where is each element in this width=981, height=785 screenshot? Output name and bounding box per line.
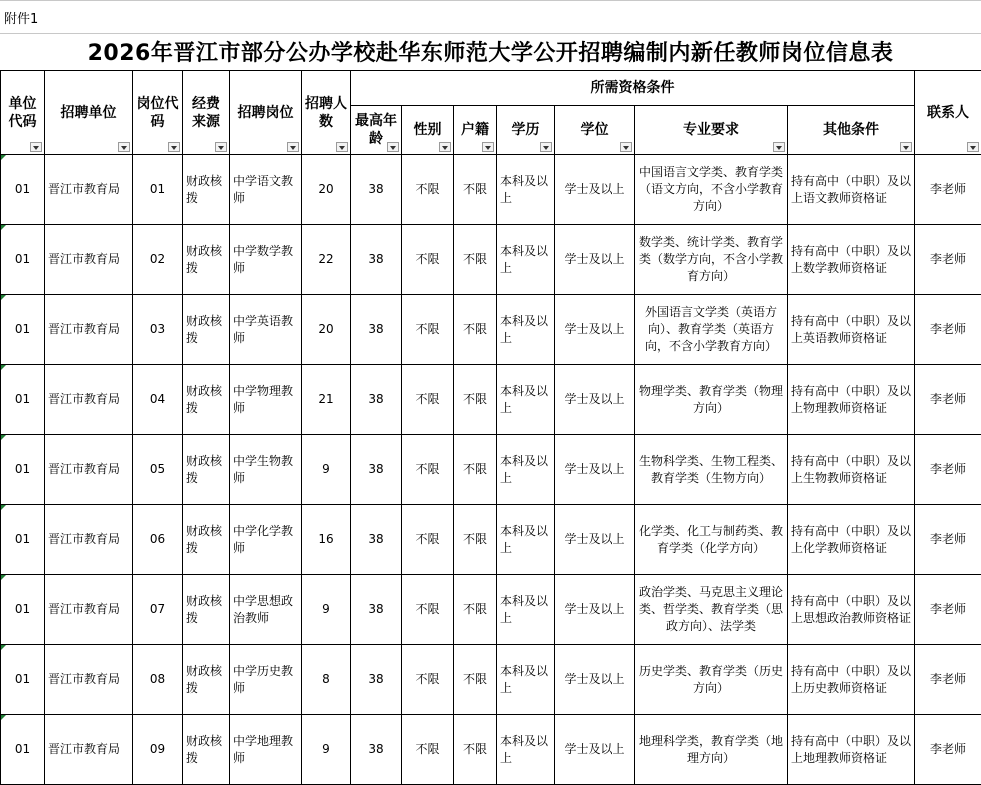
cell-post-code[interactable]: 03 — [133, 295, 183, 365]
cell-max-age[interactable]: 38 — [351, 295, 402, 365]
cell-marker-icon — [1, 295, 6, 300]
cell-count[interactable]: 9 — [302, 435, 351, 505]
cell-gender[interactable]: 不限 — [402, 645, 454, 715]
cell-gender[interactable]: 不限 — [402, 715, 454, 785]
cell-major[interactable]: 物理学类、教育学类（物理方向） — [635, 365, 788, 435]
filter-dropdown-icon[interactable] — [215, 142, 227, 152]
cell-other[interactable]: 持有高中（中职）及以上历史教师资格证 — [788, 645, 915, 715]
table-row — [1, 505, 981, 575]
header-other[interactable]: 其他条件 — [788, 106, 915, 155]
cell-other[interactable]: 持有高中（中职）及以上化学教师资格证 — [788, 505, 915, 575]
cell-degree[interactable]: 学士及以上 — [555, 645, 635, 715]
grid-line — [0, 0, 981, 1]
filter-dropdown-icon[interactable] — [439, 142, 451, 152]
cell-gender[interactable]: 不限 — [402, 225, 454, 295]
cell-major[interactable]: 地理科学类，教育学类（地理方向） — [635, 715, 788, 785]
cell-unit[interactable]: 晋江市教育局 — [45, 645, 133, 715]
cell-max-age[interactable]: 38 — [351, 575, 402, 645]
cell-gender[interactable]: 不限 — [402, 155, 454, 225]
cell-contact[interactable]: 李老师 — [915, 225, 981, 295]
cell-unit-code[interactable]: 01 — [1, 295, 45, 365]
cell-post-code[interactable]: 07 — [133, 575, 183, 645]
cell-gender[interactable]: 不限 — [402, 365, 454, 435]
cell-unit[interactable]: 晋江市教育局 — [45, 575, 133, 645]
cell-unit-code[interactable]: 01 — [1, 155, 45, 225]
cell-degree[interactable]: 学士及以上 — [555, 505, 635, 575]
cell-hukou[interactable]: 不限 — [454, 295, 497, 365]
cell-marker-icon — [1, 435, 6, 440]
cell-post-code[interactable]: 04 — [133, 365, 183, 435]
header-contact[interactable]: 联系人 — [915, 71, 981, 155]
cell-contact[interactable]: 李老师 — [915, 295, 981, 365]
cell-contact[interactable]: 李老师 — [915, 715, 981, 785]
cell-unit[interactable]: 晋江市教育局 — [45, 365, 133, 435]
cell-other[interactable]: 持有高中（中职）及以上地理教师资格证 — [788, 715, 915, 785]
cell-funding[interactable]: 财政核拨 — [183, 505, 230, 575]
filter-dropdown-icon[interactable] — [540, 142, 552, 152]
cell-unit[interactable]: 晋江市教育局 — [45, 155, 133, 225]
cell-marker-icon — [1, 645, 6, 650]
cell-post[interactable]: 中学地理教师 — [230, 715, 302, 785]
cell-degree[interactable]: 学士及以上 — [555, 295, 635, 365]
cell-major[interactable]: 历史学类、教育学类（历史方向） — [635, 645, 788, 715]
cell-post-code[interactable]: 06 — [133, 505, 183, 575]
cell-hukou[interactable]: 不限 — [454, 575, 497, 645]
cell-funding[interactable]: 财政核拨 — [183, 365, 230, 435]
filter-dropdown-icon[interactable] — [773, 142, 785, 152]
filter-dropdown-icon[interactable] — [900, 142, 912, 152]
cell-unit-code[interactable]: 01 — [1, 365, 45, 435]
cell-count[interactable]: 9 — [302, 575, 351, 645]
cell-count[interactable]: 21 — [302, 365, 351, 435]
header-unit[interactable]: 招聘单位 — [45, 71, 133, 155]
cell-post[interactable]: 中学生物教师 — [230, 435, 302, 505]
cell-unit[interactable]: 晋江市教育局 — [45, 225, 133, 295]
header-major[interactable]: 专业要求 — [635, 106, 788, 155]
table-row — [1, 225, 981, 295]
cell-max-age[interactable]: 38 — [351, 435, 402, 505]
cell-hukou[interactable]: 不限 — [454, 365, 497, 435]
header-unit-code[interactable]: 单位代码 — [1, 71, 45, 155]
cell-other[interactable]: 持有高中（中职）及以上英语教师资格证 — [788, 295, 915, 365]
cell-marker-icon — [1, 575, 6, 580]
sheet-title[interactable]: 2026年晋江市部分公办学校赴华东师范大学公开招聘编制内新任教师岗位信息表 — [0, 36, 981, 67]
cell-marker-icon — [1, 155, 6, 160]
cell-education[interactable]: 本科及以上 — [497, 365, 555, 435]
cell-max-age[interactable]: 38 — [351, 225, 402, 295]
cell-education[interactable]: 本科及以上 — [497, 295, 555, 365]
cell-unit-code[interactable]: 01 — [1, 435, 45, 505]
filter-dropdown-icon[interactable] — [336, 142, 348, 152]
cell-post[interactable]: 中学语文教师 — [230, 155, 302, 225]
filter-dropdown-icon[interactable] — [118, 142, 130, 152]
cell-max-age[interactable]: 38 — [351, 715, 402, 785]
cell-contact[interactable]: 李老师 — [915, 505, 981, 575]
header-post-code[interactable]: 岗位代码 — [133, 71, 183, 155]
cell-hukou[interactable]: 不限 — [454, 505, 497, 575]
cell-major[interactable]: 外国语言文学类（英语方向）、教育学类（英语方向，不含小学教育方向） — [635, 295, 788, 365]
cell-funding[interactable]: 财政核拨 — [183, 225, 230, 295]
cell-post[interactable]: 中学英语教师 — [230, 295, 302, 365]
cell-other[interactable]: 持有高中（中职）及以上数学教师资格证 — [788, 225, 915, 295]
cell-count[interactable]: 20 — [302, 295, 351, 365]
filter-dropdown-icon[interactable] — [168, 142, 180, 152]
cell-degree[interactable]: 学士及以上 — [555, 155, 635, 225]
cell-other[interactable]: 持有高中（中职）及以上语文教师资格证 — [788, 155, 915, 225]
cell-count[interactable]: 16 — [302, 505, 351, 575]
job-table — [0, 70, 981, 785]
cell-post[interactable]: 中学数学教师 — [230, 225, 302, 295]
cell-funding[interactable]: 财政核拨 — [183, 575, 230, 645]
cell-contact[interactable]: 李老师 — [915, 155, 981, 225]
cell-education[interactable]: 本科及以上 — [497, 435, 555, 505]
cell-hukou[interactable]: 不限 — [454, 645, 497, 715]
header-qualification-group[interactable]: 所需资格条件 — [351, 71, 915, 106]
cell-contact[interactable]: 李老师 — [915, 645, 981, 715]
cell-marker-icon — [1, 715, 6, 720]
cell-gender[interactable]: 不限 — [402, 505, 454, 575]
cell-degree[interactable]: 学士及以上 — [555, 715, 635, 785]
cell-degree[interactable]: 学士及以上 — [555, 575, 635, 645]
cell-marker-icon — [1, 225, 6, 230]
cell-other[interactable]: 持有高中（中职）及以上生物教师资格证 — [788, 435, 915, 505]
cell-education[interactable]: 本科及以上 — [497, 155, 555, 225]
cell-funding[interactable]: 财政核拨 — [183, 645, 230, 715]
cell-contact[interactable]: 李老师 — [915, 435, 981, 505]
cell-contact[interactable]: 李老师 — [915, 575, 981, 645]
filter-dropdown-icon[interactable] — [967, 142, 979, 152]
cell-degree[interactable]: 学士及以上 — [555, 225, 635, 295]
cell-count[interactable]: 9 — [302, 715, 351, 785]
cell-unit[interactable]: 晋江市教育局 — [45, 435, 133, 505]
cell-unit[interactable]: 晋江市教育局 — [45, 295, 133, 365]
cell-unit-code[interactable]: 01 — [1, 645, 45, 715]
cell-post[interactable]: 中学物理教师 — [230, 365, 302, 435]
cell-count[interactable]: 22 — [302, 225, 351, 295]
cell-education[interactable]: 本科及以上 — [497, 575, 555, 645]
cell-major[interactable]: 化学类、化工与制药类、教育学类（化学方向） — [635, 505, 788, 575]
table-row — [1, 715, 981, 785]
cell-major[interactable]: 政治学类、马克思主义理论类、哲学类、教育学类（思政方向）、法学类 — [635, 575, 788, 645]
header-education[interactable]: 学历 — [497, 106, 555, 155]
table-row — [1, 575, 981, 645]
cell-count[interactable]: 20 — [302, 155, 351, 225]
cell-degree[interactable]: 学士及以上 — [555, 365, 635, 435]
cell-post-code[interactable]: 02 — [133, 225, 183, 295]
cell-max-age[interactable]: 38 — [351, 155, 402, 225]
filter-dropdown-icon[interactable] — [30, 142, 42, 152]
table-row — [1, 645, 981, 715]
cell-gender[interactable]: 不限 — [402, 575, 454, 645]
cell-major[interactable]: 数学类、统计学类、教育学类（数学方向，不含小学教育方向） — [635, 225, 788, 295]
cell-education[interactable]: 本科及以上 — [497, 645, 555, 715]
cell-post-code[interactable]: 01 — [133, 155, 183, 225]
header-max-age[interactable]: 最高年龄 — [351, 106, 402, 155]
cell-funding[interactable]: 财政核拨 — [183, 155, 230, 225]
cell-max-age[interactable]: 38 — [351, 645, 402, 715]
cell-education[interactable]: 本科及以上 — [497, 715, 555, 785]
header-post[interactable]: 招聘岗位 — [230, 71, 302, 155]
cell-hukou[interactable]: 不限 — [454, 155, 497, 225]
cell-funding[interactable]: 财政核拨 — [183, 435, 230, 505]
cell-major[interactable]: 生物科学类、生物工程类、教育学类（生物方向） — [635, 435, 788, 505]
cell-post-code[interactable]: 05 — [133, 435, 183, 505]
cell-gender[interactable]: 不限 — [402, 295, 454, 365]
filter-dropdown-icon[interactable] — [387, 142, 399, 152]
cell-funding[interactable]: 财政核拨 — [183, 295, 230, 365]
attachment-label[interactable]: 附件1 — [4, 8, 38, 27]
header-funding[interactable]: 经费来源 — [183, 71, 230, 155]
cell-marker-icon — [1, 505, 6, 510]
cell-unit[interactable]: 晋江市教育局 — [45, 505, 133, 575]
table-row — [1, 365, 981, 435]
cell-major[interactable]: 中国语言文学类、教育学类（语文方向，不含小学教育方向） — [635, 155, 788, 225]
header-hukou[interactable]: 户籍 — [454, 106, 497, 155]
cell-degree[interactable]: 学士及以上 — [555, 435, 635, 505]
grid-line — [0, 33, 981, 34]
cell-other[interactable]: 持有高中（中职）及以上思想政治教师资格证 — [788, 575, 915, 645]
cell-unit-code[interactable]: 01 — [1, 225, 45, 295]
header-count[interactable]: 招聘人数 — [302, 71, 351, 155]
table-row — [1, 295, 981, 365]
cell-education[interactable]: 本科及以上 — [497, 505, 555, 575]
cell-unit-code[interactable]: 01 — [1, 575, 45, 645]
filter-dropdown-icon[interactable] — [620, 142, 632, 152]
cell-unit-code[interactable]: 01 — [1, 505, 45, 575]
cell-marker-icon — [1, 365, 6, 370]
cell-post[interactable]: 中学历史教师 — [230, 645, 302, 715]
cell-hukou[interactable]: 不限 — [454, 435, 497, 505]
cell-count[interactable]: 8 — [302, 645, 351, 715]
cell-unit-code[interactable]: 01 — [1, 715, 45, 785]
cell-gender[interactable]: 不限 — [402, 435, 454, 505]
filter-dropdown-icon[interactable] — [287, 142, 299, 152]
cell-post-code[interactable]: 09 — [133, 715, 183, 785]
cell-contact[interactable]: 李老师 — [915, 365, 981, 435]
cell-unit[interactable]: 晋江市教育局 — [45, 715, 133, 785]
cell-max-age[interactable]: 38 — [351, 365, 402, 435]
cell-hukou[interactable]: 不限 — [454, 225, 497, 295]
cell-post[interactable]: 中学化学教师 — [230, 505, 302, 575]
table-row — [1, 155, 981, 225]
cell-funding[interactable]: 财政核拨 — [183, 715, 230, 785]
header-degree[interactable]: 学位 — [555, 106, 635, 155]
cell-other[interactable]: 持有高中（中职）及以上物理教师资格证 — [788, 365, 915, 435]
cell-education[interactable]: 本科及以上 — [497, 225, 555, 295]
header-gender[interactable]: 性别 — [402, 106, 454, 155]
cell-post[interactable]: 中学思想政治教师 — [230, 575, 302, 645]
cell-post-code[interactable]: 08 — [133, 645, 183, 715]
cell-max-age[interactable]: 38 — [351, 505, 402, 575]
cell-hukou[interactable]: 不限 — [454, 715, 497, 785]
table-row — [1, 435, 981, 505]
filter-dropdown-icon[interactable] — [482, 142, 494, 152]
